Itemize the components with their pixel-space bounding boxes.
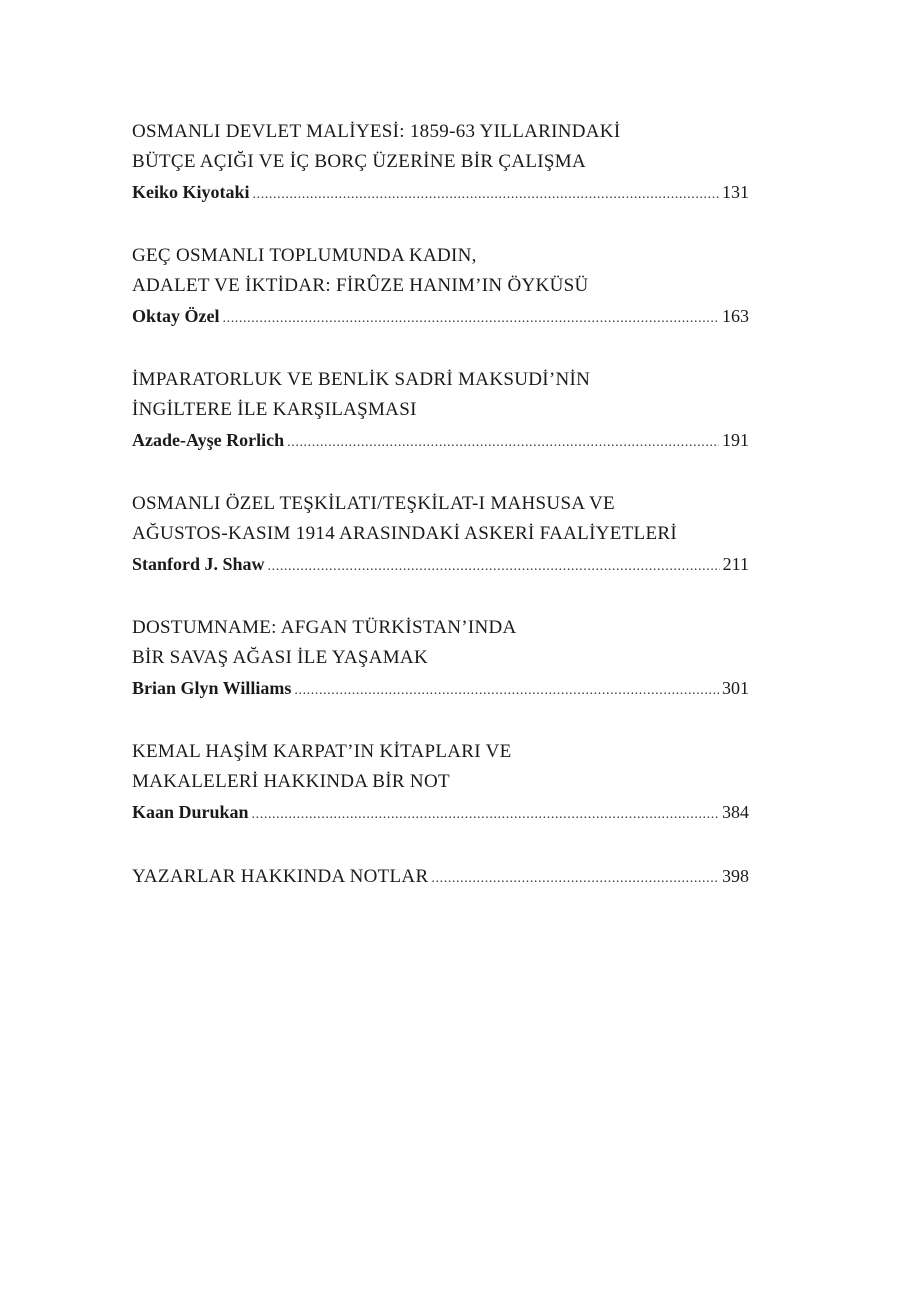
final-entry-line bbox=[132, 861, 749, 891]
toc-entry-final[interactable] bbox=[132, 861, 749, 891]
entry-title-line-2: BİR SAVAŞ AĞASI İLE YAŞAMAK bbox=[132, 647, 428, 668]
entry-title-line-2: ADALET VE İKTİDAR: FİRÛZE HANIM’IN ÖYKÜSÜ bbox=[132, 275, 589, 296]
entry-title-line-2: BÜTÇE AÇIĞI VE İÇ BORÇ ÜZERİNE BİR ÇALIŞMA bbox=[132, 151, 587, 172]
entry-title-line-1: OSMANLI ÖZEL TEŞKİLATI/TEŞKİLAT-I MAHSUSA VE bbox=[132, 493, 615, 514]
final-entry-page-number[interactable]: 398 bbox=[722, 866, 749, 886]
entry-title-line-1: OSMANLI DEVLET MALİYESİ: 1859-63 YILLARINDAKİ bbox=[132, 121, 621, 142]
dot-leader bbox=[268, 552, 720, 582]
dot-leader bbox=[223, 304, 720, 334]
entry-page-number[interactable]: 191 bbox=[722, 430, 749, 450]
entry-author: Azade-Ayşe Rorlich bbox=[132, 430, 285, 450]
dot-leader bbox=[431, 864, 719, 894]
toc-entry[interactable] bbox=[132, 117, 749, 207]
toc-entry[interactable] bbox=[132, 241, 749, 331]
entry-page-number[interactable]: 384 bbox=[722, 802, 749, 822]
entry-title-line-2: MAKALELERİ HAKKINDA BİR NOT bbox=[132, 771, 450, 792]
table-of-contents bbox=[132, 117, 749, 925]
entry-page-number[interactable]: 163 bbox=[722, 306, 749, 326]
entry-title-line-2: İNGİLTERE İLE KARŞILAŞMASI bbox=[132, 399, 417, 420]
dot-leader bbox=[287, 428, 719, 458]
entry-author-line bbox=[132, 425, 749, 455]
dot-leader bbox=[252, 800, 719, 830]
final-entry-title: YAZARLAR HAKKINDA NOTLAR bbox=[132, 866, 429, 887]
entry-author: Keiko Kiyotaki bbox=[132, 182, 250, 202]
dot-leader bbox=[253, 180, 719, 210]
entry-page-number[interactable]: 211 bbox=[722, 554, 749, 574]
entry-author-line bbox=[132, 797, 749, 827]
entry-title-line-2: AĞUSTOS-KASIM 1914 ARASINDAKİ ASKERİ FAALİYETLERİ bbox=[132, 523, 677, 544]
entry-title-line-1: KEMAL HAŞİM KARPAT’IN KİTAPLARI VE bbox=[132, 741, 512, 762]
toc-entry[interactable] bbox=[132, 489, 749, 579]
entry-author: Brian Glyn Williams bbox=[132, 678, 292, 698]
entry-author-line bbox=[132, 301, 749, 331]
dot-leader bbox=[294, 676, 719, 706]
entry-author-line bbox=[132, 673, 749, 703]
entry-author-line bbox=[132, 549, 749, 579]
entry-author: Kaan Durukan bbox=[132, 802, 249, 822]
toc-entry[interactable] bbox=[132, 737, 749, 827]
entry-title-line-1: DOSTUMNAME: AFGAN TÜRKİSTAN’INDA bbox=[132, 617, 517, 638]
entry-author-line bbox=[132, 177, 749, 207]
entry-title-line-1: İMPARATORLUK VE BENLİK SADRİ MAKSUDİ’NİN bbox=[132, 369, 591, 390]
entry-page-number[interactable]: 301 bbox=[722, 678, 749, 698]
entry-page-number[interactable]: 131 bbox=[722, 182, 749, 202]
entry-author: Stanford J. Shaw bbox=[132, 554, 265, 574]
toc-entry[interactable] bbox=[132, 365, 749, 455]
entry-title-line-1: GEÇ OSMANLI TOPLUMUNDA KADIN, bbox=[132, 245, 477, 266]
entry-author: Oktay Özel bbox=[132, 306, 220, 326]
toc-entry[interactable] bbox=[132, 613, 749, 703]
